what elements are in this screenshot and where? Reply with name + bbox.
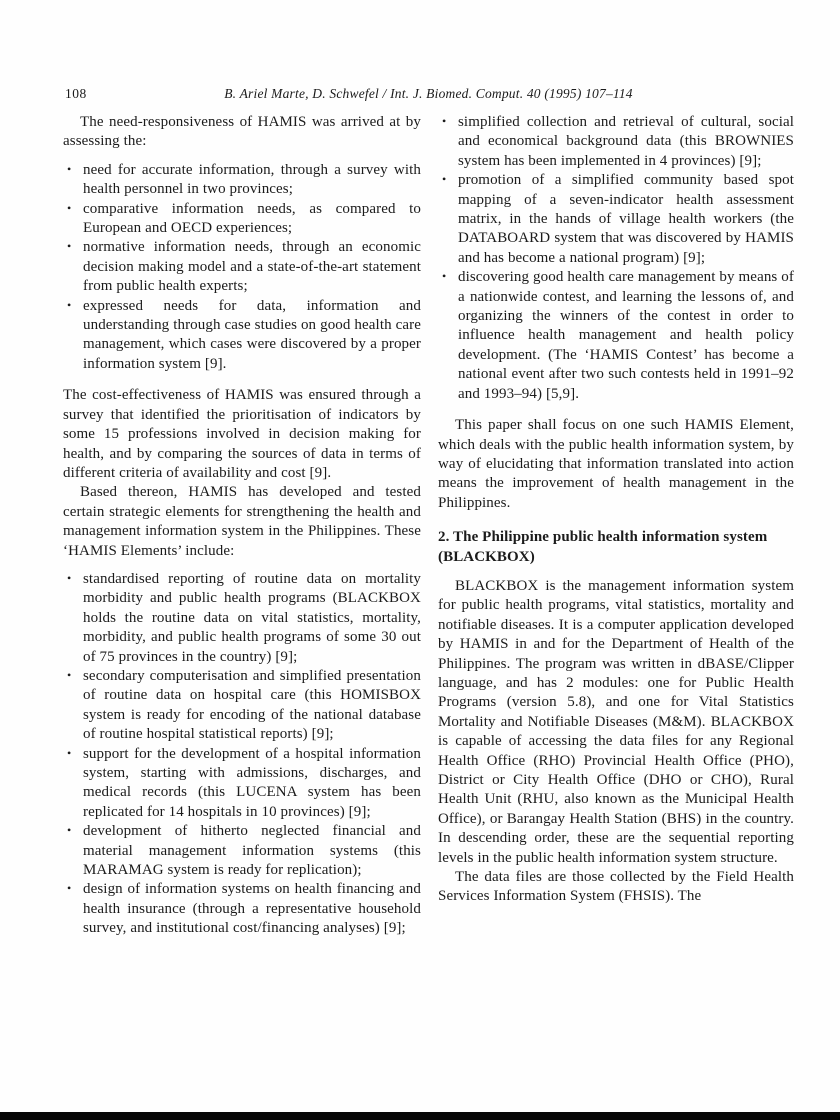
bullet-icon: •: [442, 269, 447, 284]
based-thereon-paragraph: Based thereon, HAMIS has developed and tested certain strategic elements for strengthening the health and management information system in the Philippines. These ‘HAMIS Elements’ include:: [63, 484, 421, 559]
list-item: [438, 113, 794, 171]
page-number: 108: [65, 86, 87, 101]
list-item: [63, 161, 421, 200]
running-head: B. Ariel Marte, D. Schwefel / Int. J. Biomed. Comput. 40 (1995) 107–114: [224, 86, 633, 101]
scan-edge-bar: [0, 1112, 840, 1120]
left-column: [63, 113, 421, 939]
list-item-text: need for accurate information, through a survey with health personnel in two provinces;: [83, 161, 421, 198]
page-header: [63, 86, 794, 102]
data-files-paragraph: The data files are those collected by the Field Health Services Information System (FHSIS). The: [438, 869, 794, 905]
bullet-icon: •: [67, 745, 72, 760]
bullet-icon: •: [67, 570, 72, 585]
bullet-icon: •: [67, 823, 72, 838]
list-item: [438, 171, 794, 268]
bullet-icon: •: [67, 881, 72, 896]
list-item-text: secondary computerisation and simplified presentation of routine data on hospital care (this HOMISBOX system is ready for encoding of the national database of routine hospital statistical reports) [9];: [83, 667, 421, 743]
list-item-text: standardised reporting of routine data on mortality morbidity and public health programs (BLACKBOX holds the routine data on vital statistics, mortality, morbidity, and public health programs of some 30 out of 75 provinces in the country) [9];: [83, 570, 421, 665]
list-item-text: discovering good health care management by means of a nationwide contest, and learning the lessons of, and organizing the winners of the contest in order to influence health management and health policy development. (The ‘HAMIS Contest’ has become a national event after two such contests held in 1991–92 and 1993–94) [5,9].: [458, 269, 794, 402]
bullet-icon: •: [442, 172, 447, 187]
list-item: [63, 297, 421, 375]
hamis-elements-list: [63, 570, 421, 939]
bullet-icon: •: [67, 239, 72, 254]
list-item: [63, 238, 421, 296]
bullet-icon: •: [67, 161, 72, 176]
list-item: [63, 822, 421, 880]
intro-paragraph: The need-responsiveness of HAMIS was arrived at by assessing the:: [63, 114, 421, 150]
list-item-text: expressed needs for data, information and understanding through case studies on good health care management, which cases were discovered by a proper information system [9].: [83, 297, 421, 372]
list-item-text: design of information systems on health financing and health insurance (through a representative household survey, and institutional cost/financing analyses) [9];: [83, 881, 421, 937]
list-item: [63, 880, 421, 938]
list-item-text: normative information needs, through an economic decision making model and a state-of-the-art statement from public health experts;: [83, 239, 421, 295]
bullet-icon: •: [442, 114, 447, 128]
paper-focus-paragraph: This paper shall focus on one such HAMIS Element, which deals with the public health information system, by way of elucidating that information translated into action means the improvement of health management in the Philippines.: [438, 417, 794, 511]
cost-effectiveness-paragraph: The cost-effectiveness of HAMIS was ensured through a survey that identified the prioritisation of indicators by some 15 professions involved in decision making for health, and by comparing the sources of data in terms of different criteria of availability and cost [9].: [63, 387, 421, 481]
list-item-text: comparative information needs, as compared to European and OECD experiences;: [83, 200, 421, 237]
bullet-icon: •: [67, 667, 72, 682]
list-item-text: promotion of a simplified community based spot mapping of a seven-indicator health assessment matrix, in the hands of village health workers (the DATABOARD system that was discovered by HAMIS and has become a national program) [9];: [458, 172, 794, 266]
hamis-elements-list-continued: [438, 113, 794, 404]
bullet-icon: •: [67, 200, 72, 215]
list-item: [63, 667, 421, 745]
right-column: [438, 113, 794, 939]
list-item: [63, 570, 421, 667]
section-heading: 2. The Philippine public health information system (BLACKBOX): [438, 529, 768, 565]
needs-bullet-list: [63, 161, 421, 374]
list-item-text: development of hitherto neglected financial and material management information systems (this MARAMAG system is ready for replication);: [83, 823, 421, 879]
list-item: [438, 268, 794, 404]
list-item-text: support for the development of a hospital information system, starting with admissions, discharges, and medical records (this LUCENA system has been replicated for 14 hospitals in 10 provinces) [9];: [83, 745, 421, 820]
list-item-text: simplified collection and retrieval of cultural, social and economical background data (this BROWNIES system has been implemented in 4 provinces) [9];: [458, 114, 794, 169]
two-column-body: [63, 113, 794, 939]
list-item: [63, 745, 421, 823]
bullet-icon: •: [67, 297, 72, 312]
list-item: [63, 200, 421, 239]
blackbox-paragraph: BLACKBOX is the management information system for public health programs, vital statistics, mortality and notifiable diseases. It is a computer application developed by HAMIS in and for the Department of Health of the Philippines. The program was written in dBASE/Clipper language, and has 2 modules: one for Public Health Programs (version 5.8), and one for Vital Statistics Mortality and Notifiable Diseases (M&M). BLACKBOX is capable of accessing the data files for any Regional Health Office (RHO) Provincial Health Office (PHO), District or City Health Office (DHO or CHO), Rural Health Unit (RHU, also known as the Municipal Health Office), or Barangay Health Station (BHS) in the country. In descending order, these are the sequential reporting levels in the public health information system structure.: [438, 577, 794, 866]
